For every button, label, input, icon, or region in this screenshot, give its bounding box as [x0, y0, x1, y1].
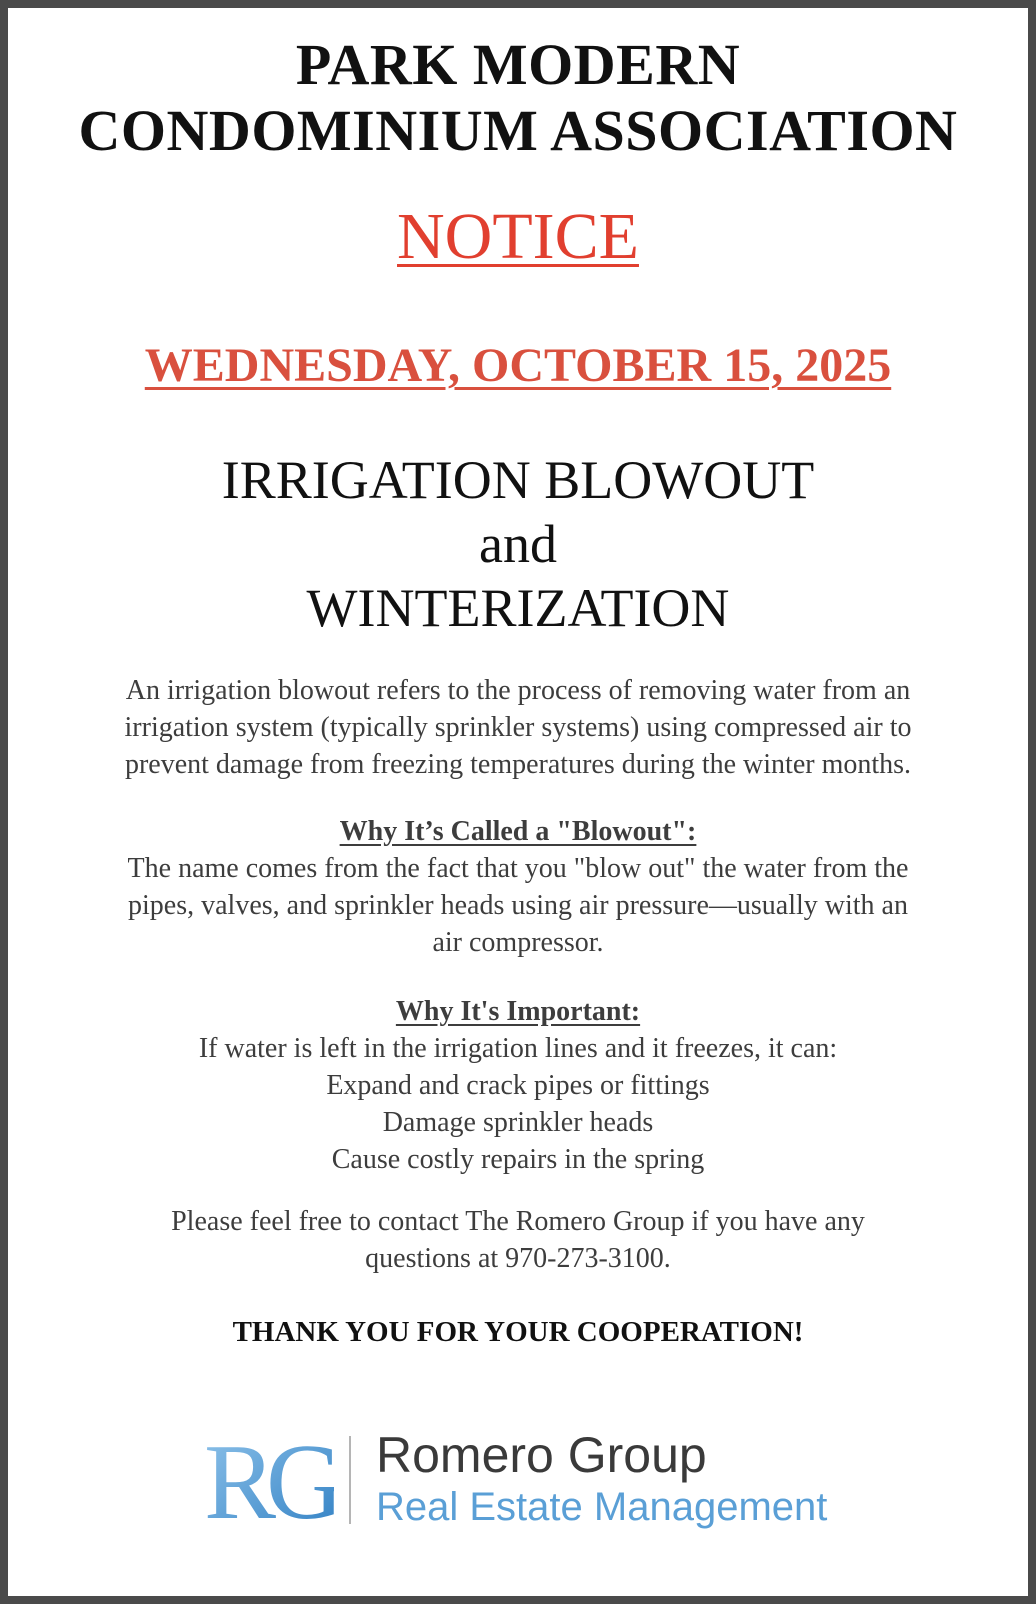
intro-line: prevent damage from freezing temperatures during the winter months.: [124, 749, 912, 780]
event-title-line3: WINTERIZATION: [306, 578, 730, 638]
contact-line: Please feel free to contact The Romero Group if you have any: [171, 1206, 865, 1237]
why-important-line: If water is left in the irrigation lines and it freezes, it can:: [198, 1033, 838, 1064]
intro-paragraph: [8, 672, 1028, 783]
why-called-heading: Why It’s Called a "Blowout":: [339, 816, 697, 847]
rg-monogram-icon: [204, 1426, 334, 1526]
romero-group-logo: [204, 1426, 844, 1536]
logo-company-name: Romero Group: [376, 1427, 707, 1483]
contact-line: questions at 970-273-3100.: [365, 1243, 671, 1274]
association-name-line1: PARK MODERN: [295, 32, 741, 97]
logo-divider: [349, 1436, 351, 1524]
event-title-line2: and: [479, 514, 557, 574]
why-important-heading: Why It's Important:: [395, 996, 641, 1027]
notice-heading-text: NOTICE: [397, 200, 639, 273]
intro-line: irrigation system (typically sprinkler systems) using compressed air to: [124, 712, 912, 743]
association-name: [8, 32, 1028, 164]
logo-tagline: Real Estate Management: [376, 1485, 828, 1529]
intro-line: An irrigation blowout refers to the process of removing water from an: [125, 675, 911, 706]
why-called-line: air compressor.: [432, 927, 604, 958]
rg-monogram-text: RG: [204, 1426, 334, 1526]
event-title: [8, 448, 1028, 640]
contact-paragraph: [8, 1203, 1028, 1277]
why-important-line: Damage sprinkler heads: [382, 1107, 654, 1138]
why-important-line: Cause costly repairs in the spring: [331, 1144, 705, 1175]
event-title-line1: IRRIGATION BLOWOUT: [221, 450, 815, 510]
why-called-line: pipes, valves, and sprinkler heads using air pressure—usually with an: [128, 890, 908, 921]
why-called-line: The name comes from the fact that you "blow out" the water from the: [127, 853, 909, 884]
notice-date-text: WEDNESDAY, OCTOBER 15, 2025: [144, 339, 892, 392]
why-called-section: [8, 813, 1028, 961]
why-important-section: [8, 993, 1028, 1178]
notice-date: [8, 338, 1028, 394]
why-important-line: Expand and crack pipes or fittings: [326, 1070, 710, 1101]
notice-page: [8, 8, 1028, 1596]
notice-heading: [8, 201, 1028, 273]
closing-message: THANK YOU FOR YOUR COOPERATION!: [232, 1316, 804, 1348]
association-name-line2: CONDOMINIUM ASSOCIATION: [78, 98, 958, 163]
